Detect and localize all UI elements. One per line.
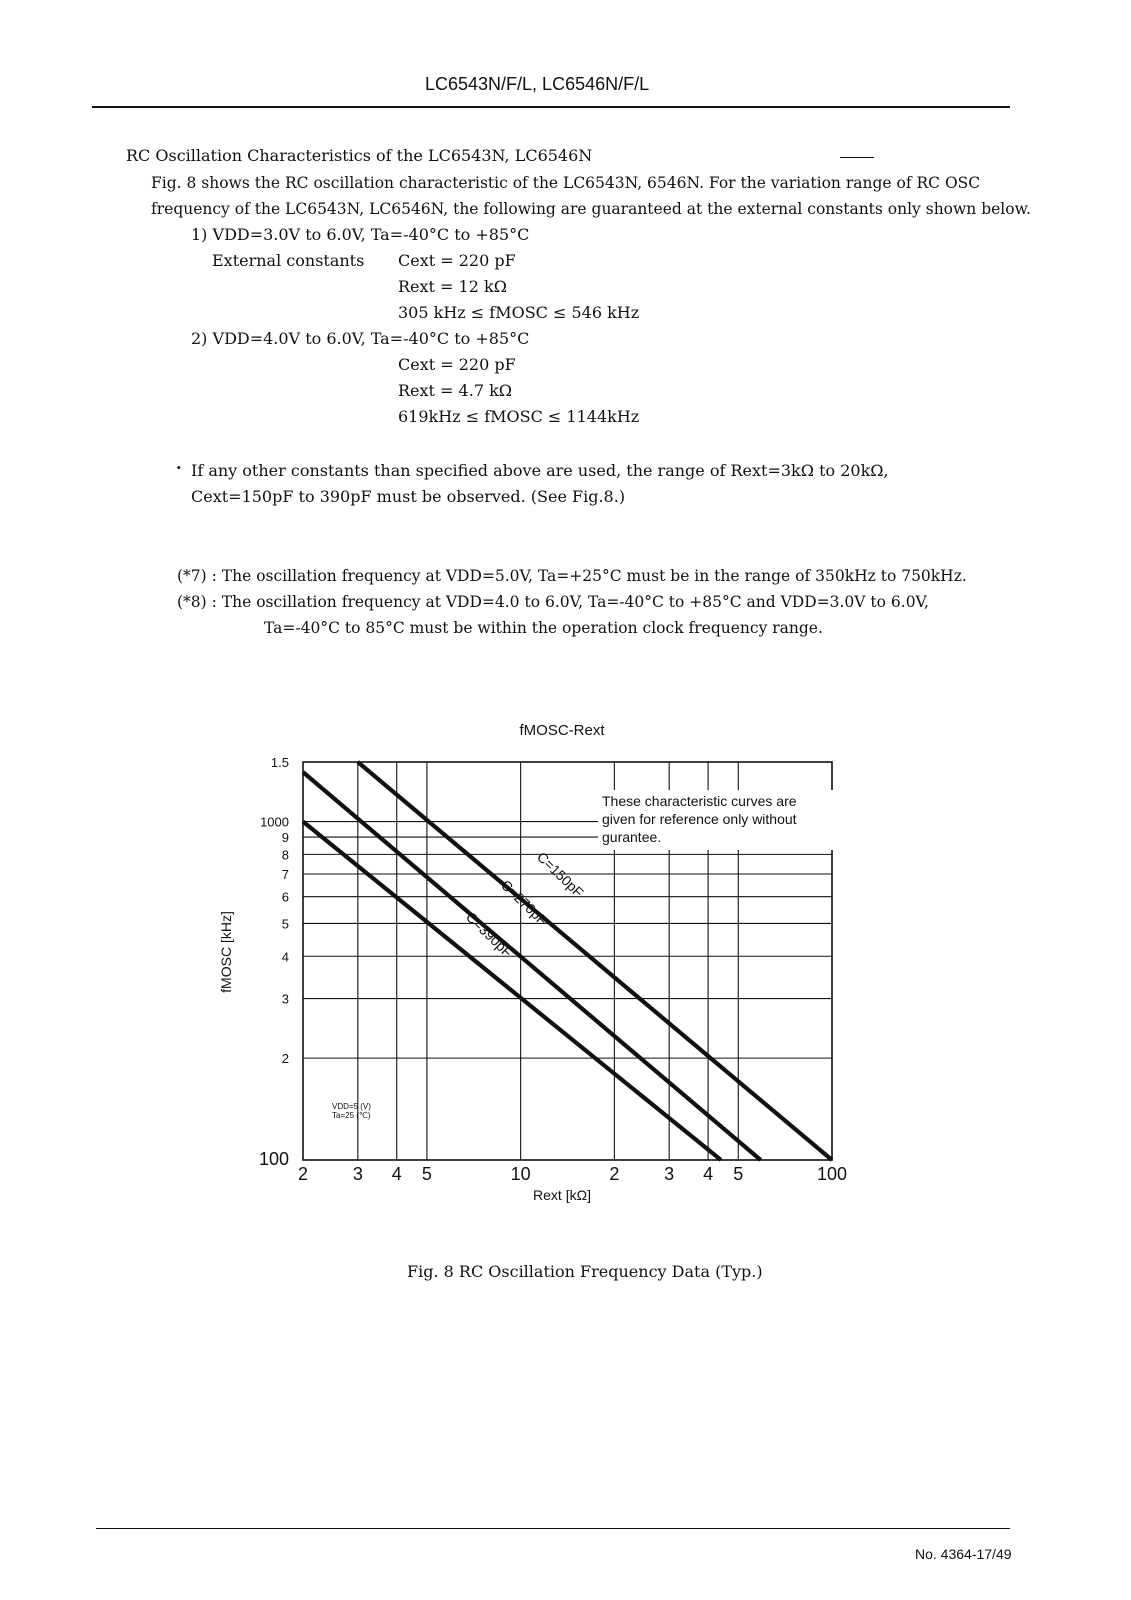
note-7: (*7) : The oscillation frequency at VDD=5.0V, Ta=+25°C must be in the range of 350kHz to 750kHz. — [177, 567, 967, 585]
y-tick-label: 8 — [281, 847, 289, 863]
bullet-mark: · — [176, 458, 182, 477]
y-tick-label: 1000 — [260, 814, 289, 830]
x-tick-label: 5 — [421, 1164, 432, 1184]
page-number: No. 4364-17/49 — [915, 1546, 1012, 1562]
y-axis-label: fMOSC [kHz] — [218, 911, 234, 993]
x-tick-label: 2 — [297, 1164, 309, 1184]
x-tick-label: 5 — [733, 1164, 744, 1184]
y-tick-label: 5 — [281, 916, 289, 932]
case2-range: 619kHz ≤ fMOSC ≤ 1144kHz — [398, 407, 640, 426]
y-tick-label: 7 — [281, 867, 289, 883]
x-tick-label: 3 — [352, 1164, 363, 1184]
series-label-150pf: C=150pF — [533, 848, 587, 901]
y-tick-label: 1.5 — [270, 755, 289, 770]
y-tick-label: 4 — [281, 949, 289, 965]
case2-condition: 2) VDD=4.0V to 6.0V, Ta=-40°C to +85°C — [191, 329, 530, 348]
annotation-line-2: given for reference only without — [602, 811, 797, 827]
intro-line-1: Fig. 8 shows the RC oscillation characteristic of the LC6543N, 6546N. For the variation range of RC OSC — [151, 174, 981, 192]
x-tick-label: 2 — [609, 1164, 620, 1184]
figure-caption: Fig. 8 RC Oscillation Frequency Data (Typ.) — [407, 1262, 763, 1281]
x-tick-label: 100 — [816, 1164, 848, 1184]
x-tick-label: 10 — [510, 1164, 531, 1184]
intro-line-2: frequency of the LC6543N, LC6546N, the following are guaranteed at the external constants only shown below. — [151, 200, 1031, 218]
series-label-390pf: C=390pF — [462, 908, 516, 961]
case1-label: External constants — [212, 251, 365, 270]
series-label-270pf: C=270pF — [497, 876, 551, 929]
y-tick-label: 9 — [281, 830, 289, 846]
footer-rule — [96, 1528, 1010, 1529]
heading-dash — [840, 157, 874, 158]
case1-cext: Cext = 220 pF — [398, 251, 516, 270]
x-tick-label: 4 — [703, 1164, 714, 1184]
y-tick-label: 6 — [281, 889, 289, 905]
annotation-line-3: gurantee. — [602, 829, 662, 845]
section-heading: RC Oscillation Characteristics of the LC6543N, LC6546N — [126, 146, 593, 165]
page-header-title: LC6543N/F/L, LC6546N/F/L — [425, 74, 650, 94]
case1-range: 305 kHz ≤ fMOSC ≤ 546 kHz — [398, 303, 640, 322]
x-tick-label: 3 — [664, 1164, 675, 1184]
case2-rext: Rext = 4.7 kΩ — [398, 381, 513, 400]
chart-title: fMOSC-Rext — [519, 722, 605, 739]
case1-condition: 1) VDD=3.0V to 6.0V, Ta=-40°C to +85°C — [191, 225, 530, 244]
note-8-line-1: (*8) : The oscillation frequency at VDD=4.0 to 6.0V, Ta=-40°C to +85°C and VDD=3.0V to 6.0V, — [177, 593, 929, 611]
y-tick-label: 2 — [281, 1051, 289, 1067]
note-8-line-2: Ta=-40°C to 85°C must be within the operation clock frequency range. — [264, 619, 823, 637]
x-axis-label: Rext [kΩ] — [533, 1187, 591, 1203]
condition-line-1: VDD=5 (V) — [332, 1102, 371, 1111]
bullet-line-1: If any other constants than specified above are used, the range of Rext=3kΩ to 20kΩ, — [191, 461, 889, 480]
condition-line-2: Ta=25 (℃) — [332, 1111, 371, 1120]
annotation-line-1: These characteristic curves are — [602, 793, 797, 809]
bullet-line-2: Cext=150pF to 390pF must be observed. (See Fig.8.) — [191, 487, 626, 506]
y-tick-label: 100 — [258, 1149, 289, 1169]
y-tick-label: 3 — [281, 991, 289, 1007]
x-tick-label: 4 — [391, 1164, 402, 1184]
header-rule — [92, 106, 1010, 108]
fmosc-rext-chart — [200, 720, 880, 1240]
case2-cext: Cext = 220 pF — [398, 355, 516, 374]
case1-rext: Rext = 12 kΩ — [398, 277, 507, 296]
